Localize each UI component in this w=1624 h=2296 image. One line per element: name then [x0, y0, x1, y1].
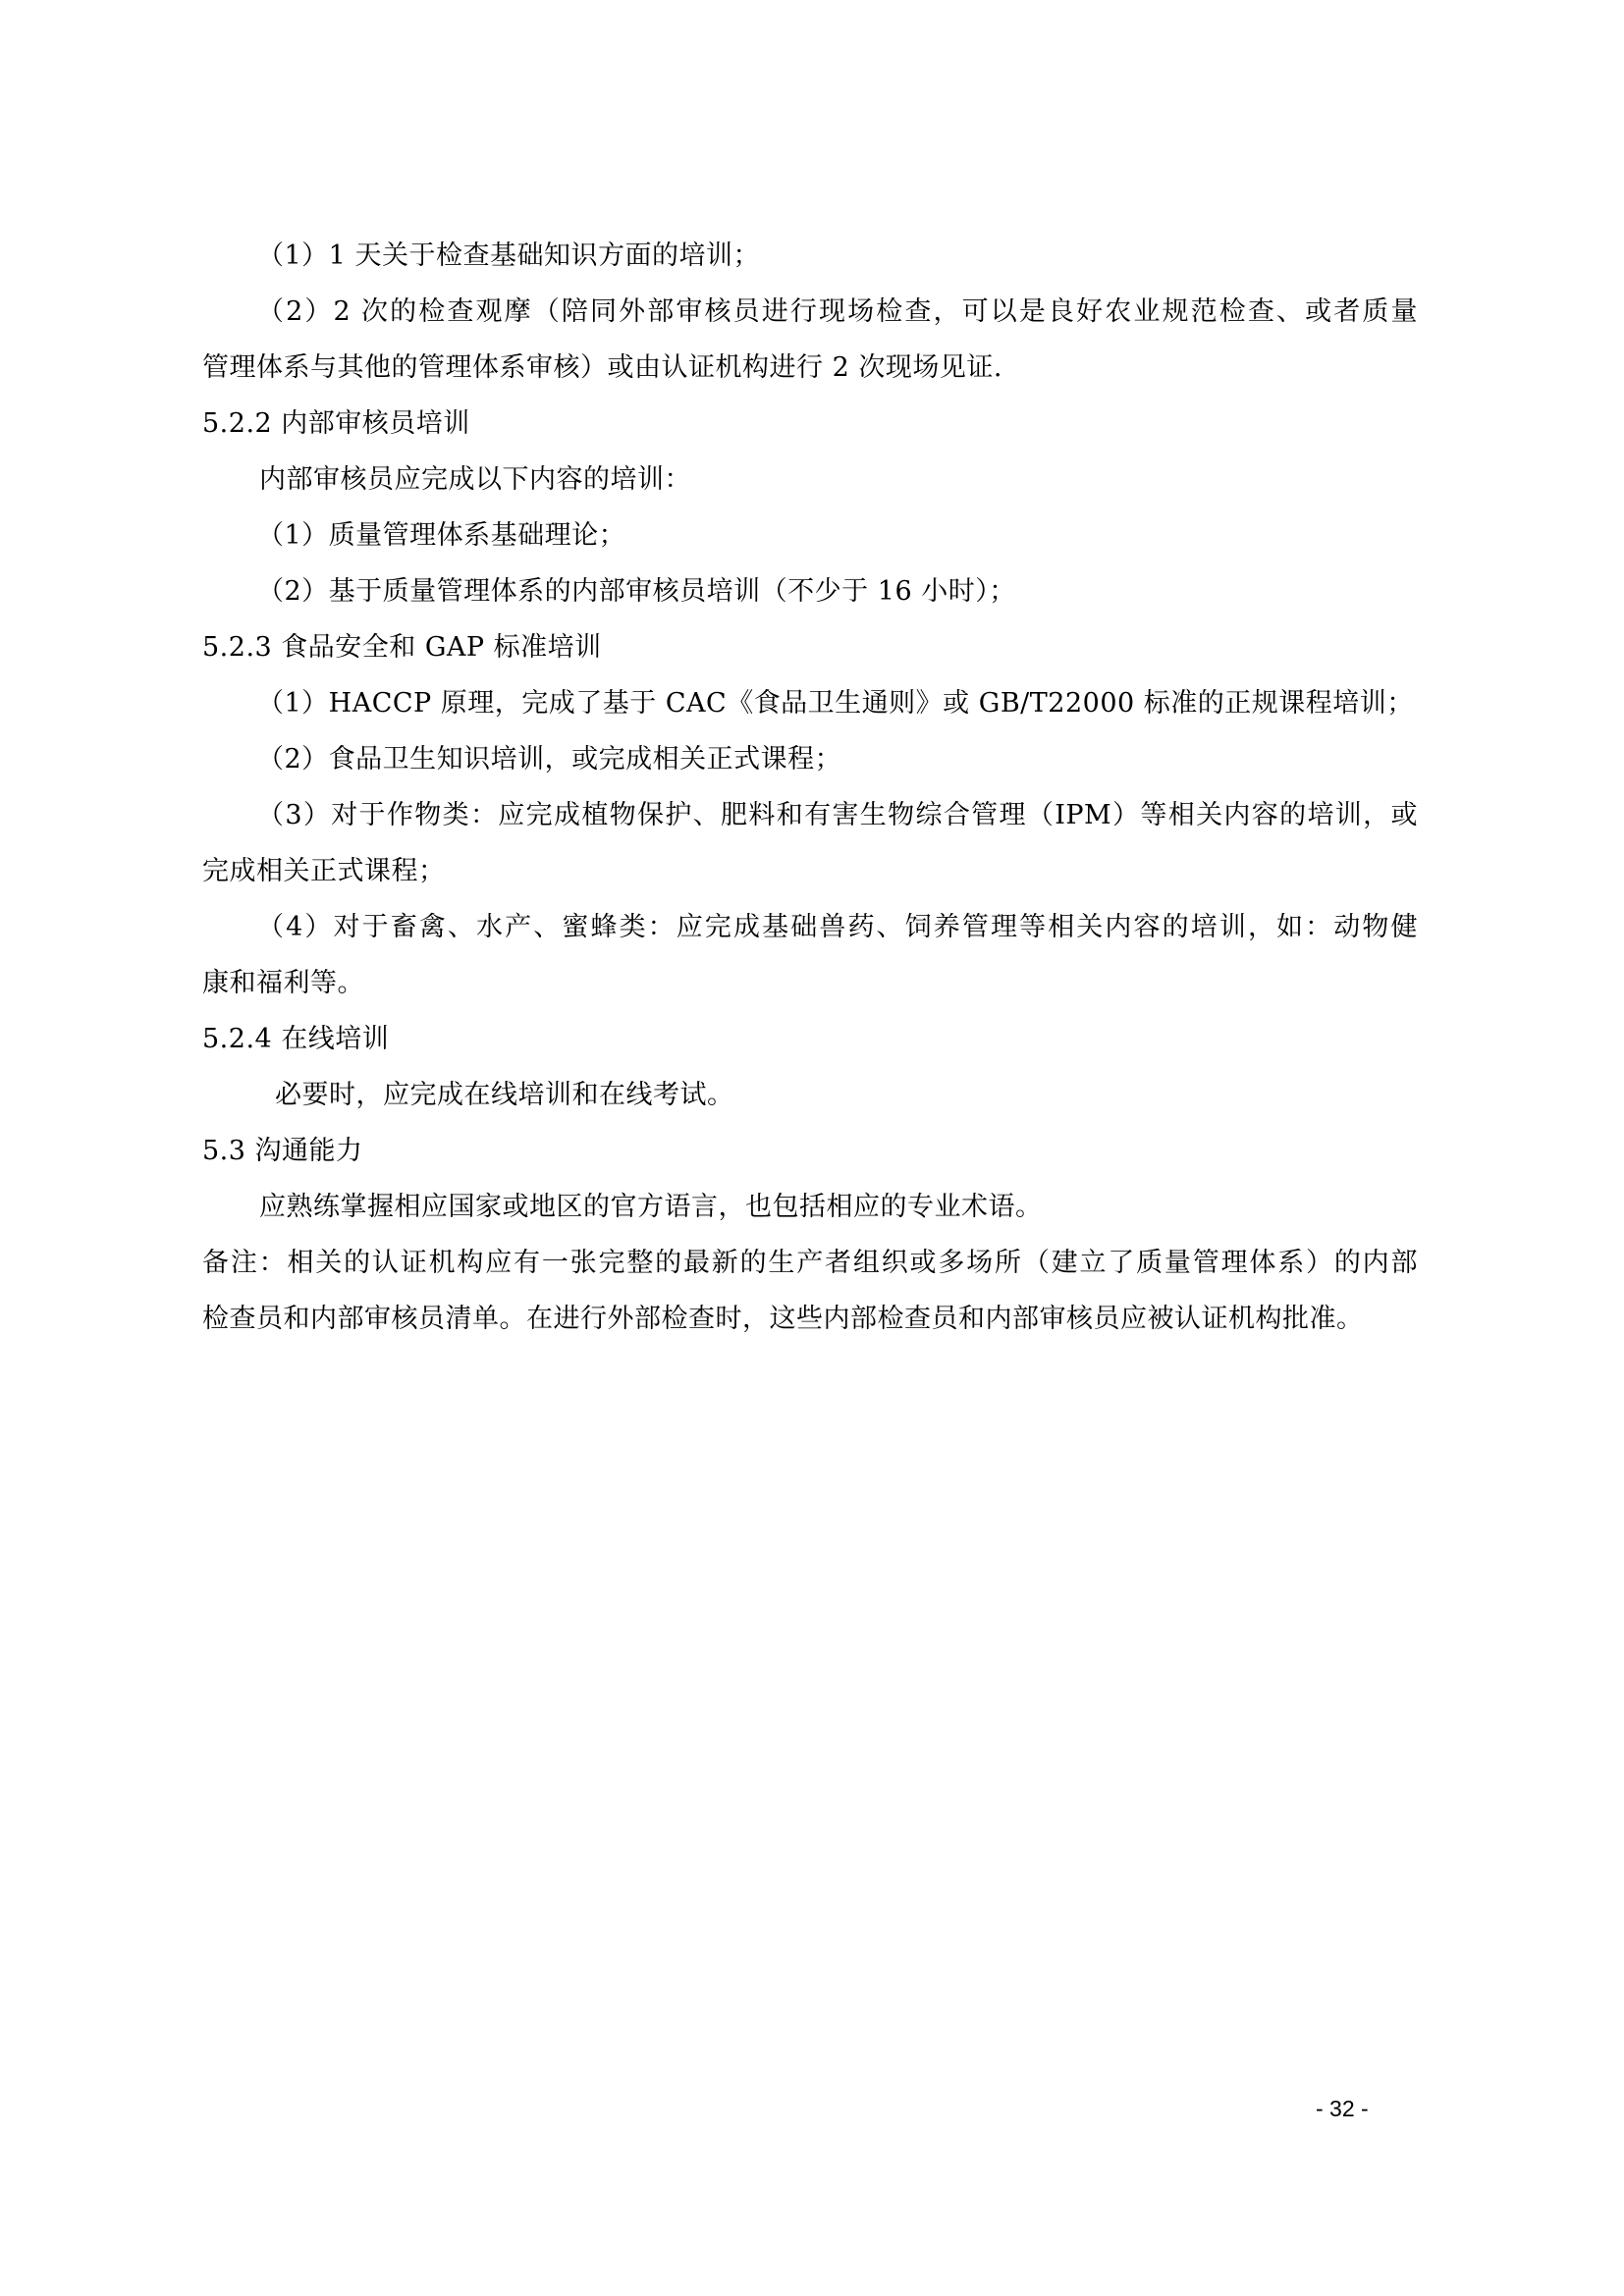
text-line: （2）基于质量管理体系的内部审核员培训（不少于 16 小时）； [257, 576, 1016, 607]
text-line: （1）1 天关于检查基础知识方面的培训； [257, 240, 760, 271]
section-heading: 5.3 沟通能力 [202, 1136, 363, 1166]
text-line: （1）HACCP 原理，完成了基于 CAC《食品卫生通则》或 GB/T22000 标准的正规课程培训； [257, 688, 1414, 719]
document-body [202, 228, 1418, 1347]
text-line: 必要时，应完成在线培训和在线考试。 [275, 1080, 734, 1110]
page-footer [1316, 2095, 1369, 2122]
text-line: 内部审核员应完成以下内容的培训： [259, 464, 691, 495]
text-line: 备注：相关的认证机构应有一张完整的最新的生产者组织或多场所（建立了质量管理体系）的内部 [202, 1248, 1418, 1278]
text-line: 管理体系与其他的管理体系审核）或由认证机构进行 2 次现场见证. [202, 352, 1002, 383]
text-line: 应熟练掌握相应国家或地区的官方语言，也包括相应的专业术语。 [259, 1192, 1043, 1222]
text-line: （2）2 次的检查观摩（陪同外部审核员进行现场检查，可以是良好农业规范检查、或者质量 [257, 296, 1418, 327]
text-line: （2）食品卫生知识培训，或完成相关正式课程； [257, 744, 842, 774]
text-line: 检查员和内部审核员清单。在进行外部检查时，这些内部检查员和内部审核员应被认证机构批准。 [202, 1304, 1364, 1334]
text-line: 完成相关正式课程； [202, 856, 446, 886]
page-number: - 32 - [1316, 2096, 1369, 2121]
text-line: （4）对于畜禽、水产、蜜蜂类：应完成基础兽药、饲养管理等相关内容的培训，如：动物健 [257, 912, 1418, 942]
text-line: （3）对于作物类：应完成植物保护、肥料和有害生物综合管理（IPM）等相关内容的培训，或 [257, 800, 1418, 830]
section-heading: 5.2.2 内部审核员培训 [202, 408, 470, 439]
text-line: （1）质量管理体系基础理论； [257, 520, 626, 551]
text-line: 康和福利等。 [202, 968, 364, 998]
section-heading: 5.2.3 食品安全和 GAP 标准培训 [202, 632, 602, 663]
section-heading: 5.2.4 在线培训 [202, 1024, 390, 1054]
